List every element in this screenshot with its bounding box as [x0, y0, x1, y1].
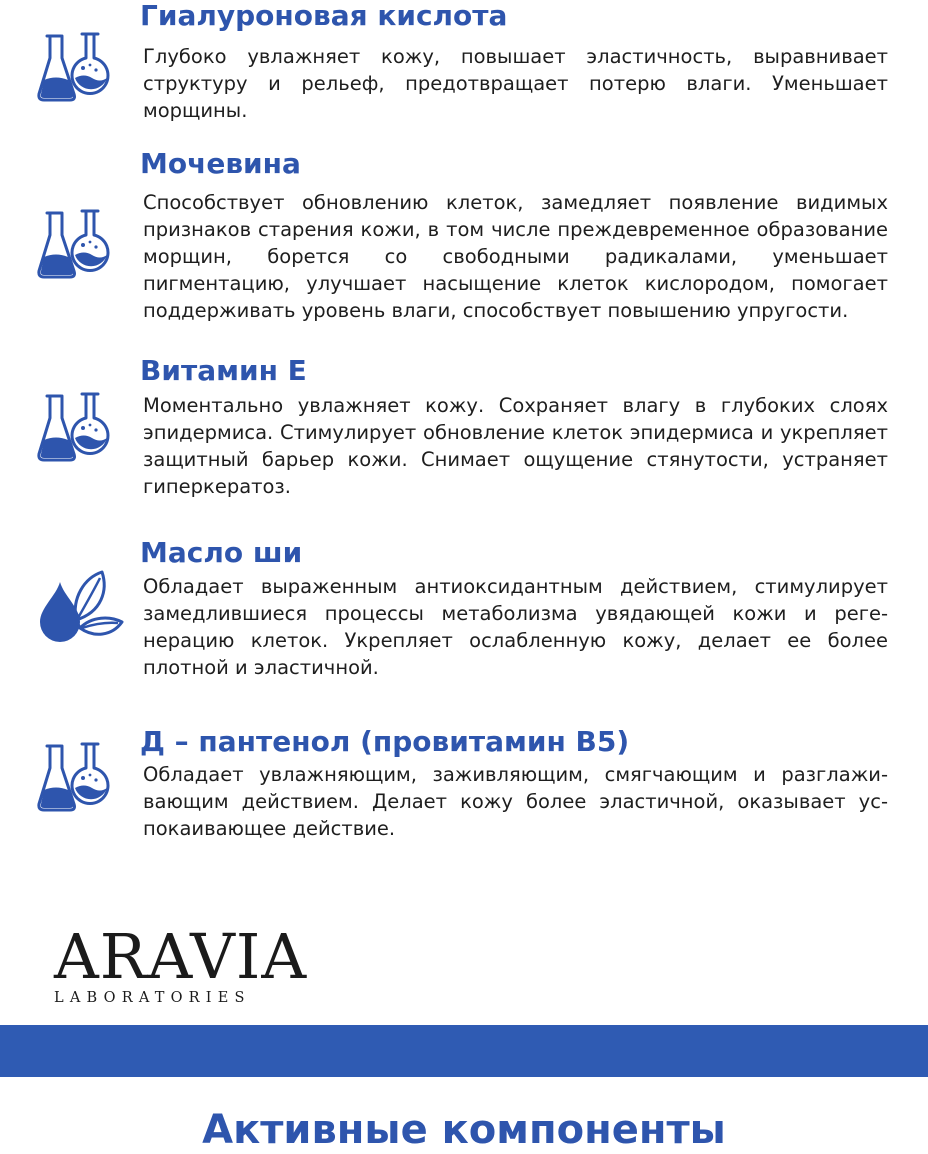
flasks-icon [36, 205, 116, 285]
ingredient-title: Мочевина [140, 147, 301, 180]
ingredient-description: Способствует обновлению клеток, замедляет появление видимых признаков старения кожи, в том числе преждевременное образование морщин, борется со свободными радикалами, уменьшает пигментацию, улучшает насыщение клеток кислородом, помогает поддерживать уровень влаги, способствует повышению упругости. [143, 191, 888, 322]
aravia-logo [52, 918, 322, 1018]
accent-band [0, 1025, 928, 1077]
ingredient-description: Обладает выраженным антиоксидантным действием, стимулирует замедлившиеся процессы метаболизма увядающей кожи и регенерацию клеток. Укрепляет ослабленную кожу, делает ее более плотной и эластичной. [143, 575, 888, 679]
ingredient-title: Гиалуроновая кислота [140, 0, 508, 32]
ingredient-title: Масло ши [140, 536, 303, 569]
logo-subtitle: LABORATORIES [54, 990, 251, 1006]
ingredient-description: Глубоко увлажняет кожу, повышает эластичность, выравнивает структуру и рельеф, предотвращает потерю влаги. Уменьшает морщины. [143, 45, 888, 122]
flasks-icon [36, 738, 116, 818]
ingredient-title: Д – пантенол (провитамин В5) [140, 725, 630, 758]
flasks-icon [36, 28, 116, 108]
logo-brand: ARAVIA [54, 920, 308, 993]
ingredient-description: Моментально увлажняет кожу. Сохраняет влагу в глубоких слоях эпидермиса. Стимулирует обновление клеток эпидермиса и укрепляет защитный барьер кожи. Снимает ощущение стянутости, устраняет гиперкератоз. [143, 394, 888, 498]
flasks-icon [36, 388, 116, 468]
ingredient-description: Обладает увлажняющим, заживляющим, смягчающим и разглаживающим действием. Делает кожу более эластичной, оказывает успокаивающее действие. [143, 763, 888, 840]
ingredient-title: Витамин Е [140, 354, 307, 387]
oil-drop-leaf-icon [36, 568, 126, 648]
page-title: Активные компоненты [202, 1107, 726, 1153]
